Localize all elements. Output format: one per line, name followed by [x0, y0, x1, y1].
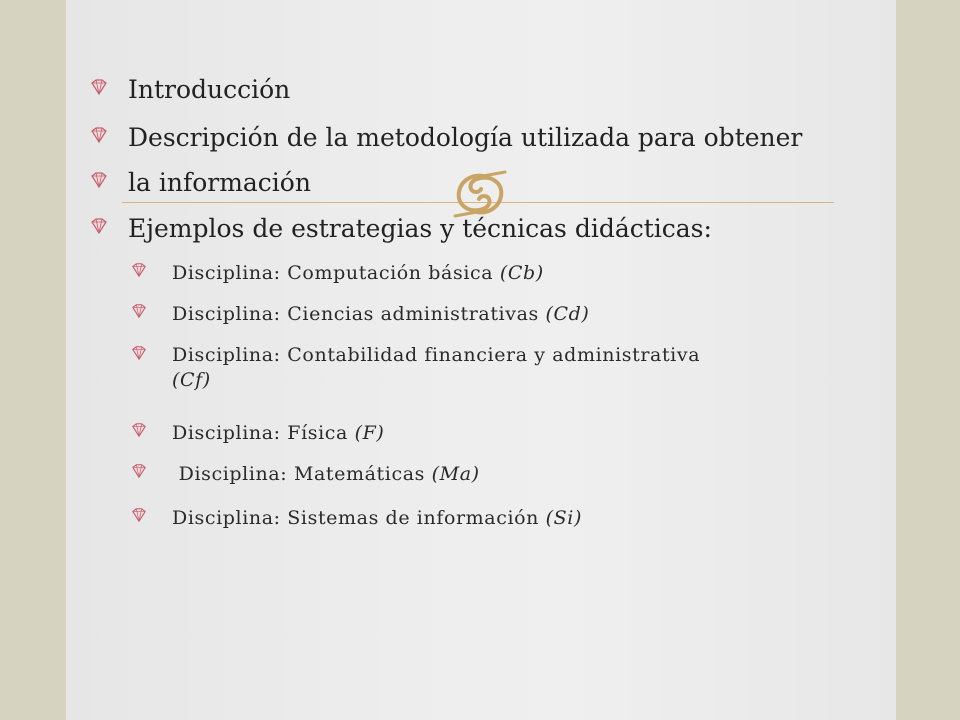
subitem-text: Disciplina: Contabilidad financiera y administrativa (Cf) — [172, 344, 701, 391]
subitem-contabilidad — [131, 343, 701, 391]
gem-bullet-icon — [131, 345, 147, 361]
gem-bullet-icon — [90, 217, 108, 235]
bullet-item-ejemplos — [90, 214, 712, 243]
discipline-abbr: (F) — [354, 422, 385, 444]
gem-bullet-icon — [131, 262, 147, 278]
gem-bullet-icon — [90, 126, 108, 144]
subitem-text: Disciplina: Sistemas de información (Si) — [172, 507, 582, 529]
bullet-text: Descripción de la metodología utilizada para obtener — [128, 123, 803, 152]
discipline-abbr: (Si) — [545, 507, 582, 529]
gem-bullet-icon — [131, 303, 147, 319]
subitem-text: Disciplina: Matemáticas (Ma) — [172, 463, 480, 485]
subitem-fisica — [131, 420, 385, 444]
subitem-text: Disciplina: Física (F) — [172, 422, 385, 444]
subitem-text: Disciplina: Ciencias administrativas (Cd) — [172, 303, 590, 325]
subitem-computacion — [131, 260, 544, 284]
subitem-text: Disciplina: Computación básica (Cb) — [172, 262, 544, 284]
discipline-abbr: (Ma) — [431, 463, 480, 485]
gem-bullet-icon — [131, 507, 147, 523]
gem-bullet-icon — [131, 463, 147, 479]
discipline-abbr: (Cd) — [545, 303, 590, 325]
bullet-text: Ejemplos de estrategias y técnicas didácticas: — [128, 214, 712, 243]
subitem-ciencias — [131, 301, 590, 325]
discipline-abbr: (Cf) — [172, 369, 211, 391]
bullet-text: Introducción — [128, 75, 291, 104]
bullet-item-introduccion — [90, 75, 291, 104]
gem-bullet-icon — [90, 171, 108, 189]
gem-bullet-icon — [90, 78, 108, 96]
gem-bullet-icon — [131, 422, 147, 438]
bullet-text: la información — [128, 168, 311, 197]
bullet-item-descripcion — [90, 123, 803, 152]
discipline-abbr: (Cb) — [499, 262, 544, 284]
subitem-matematicas — [131, 461, 480, 485]
bullet-item-informacion — [90, 168, 311, 197]
subitem-sistemas — [131, 505, 582, 529]
